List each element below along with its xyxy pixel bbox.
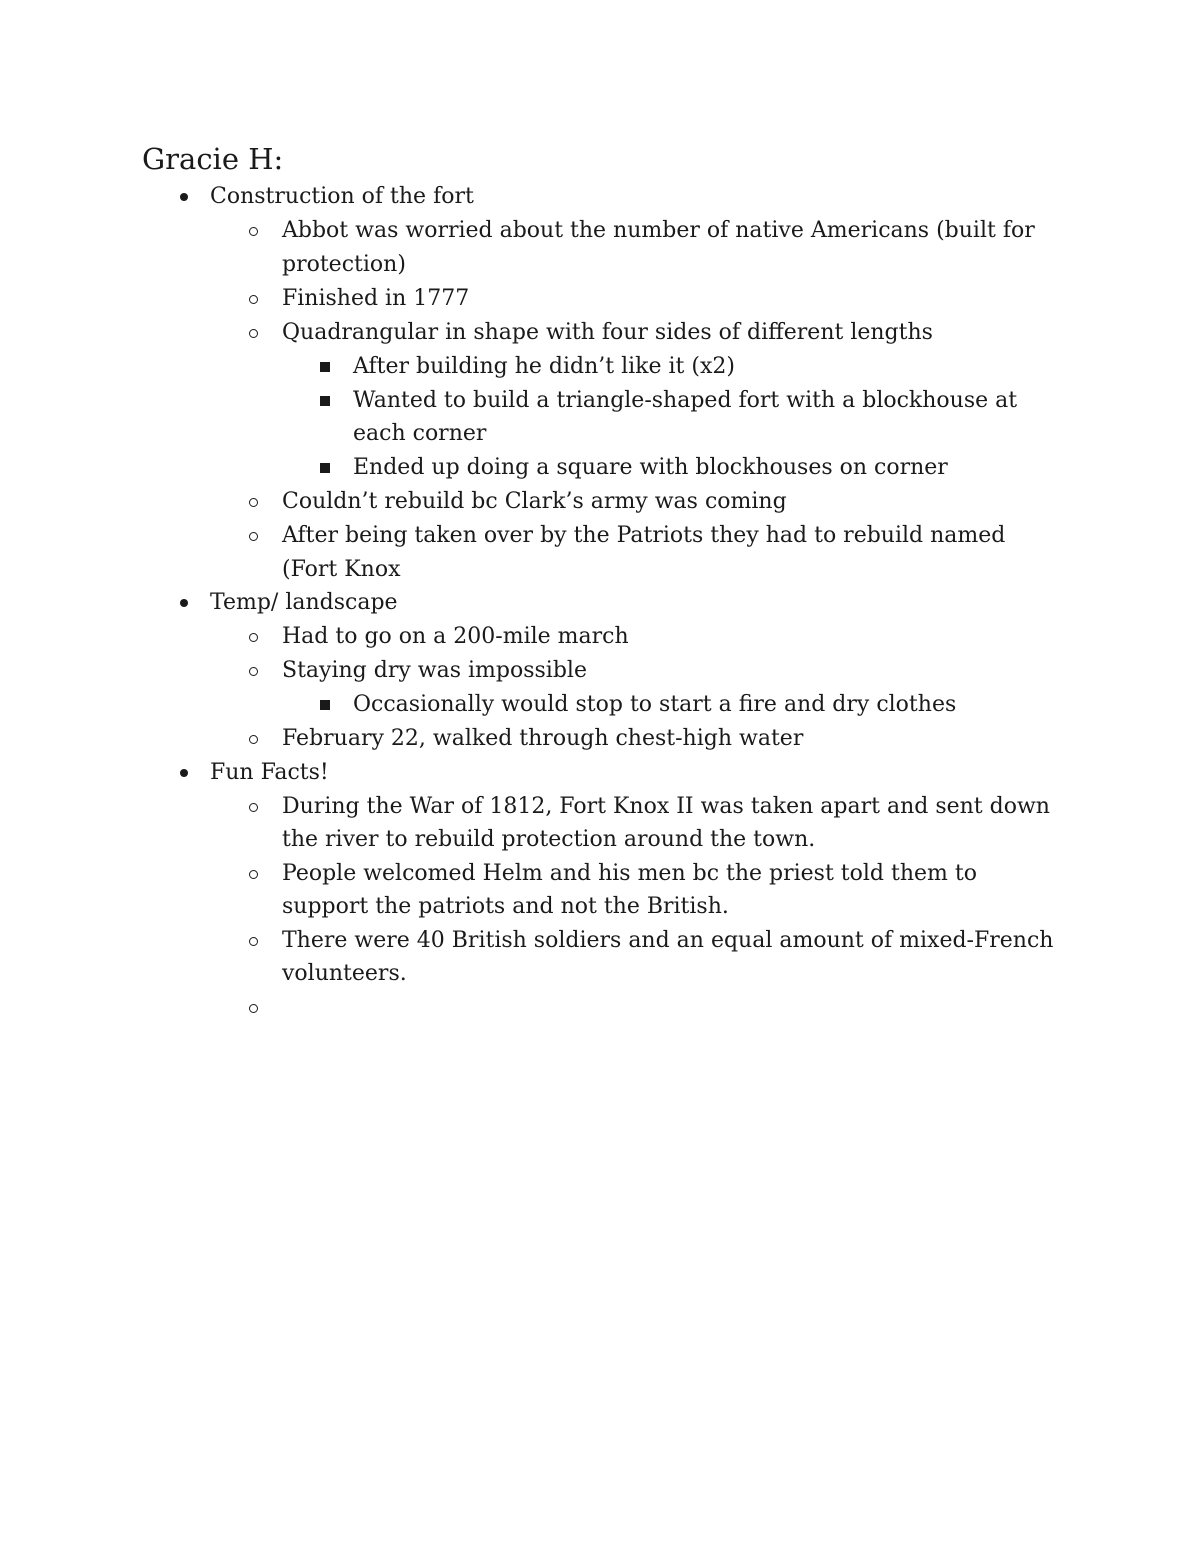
- sub-sub-bullet-text: each corner: [353, 421, 487, 446]
- square-bullet-icon: [315, 451, 337, 485]
- sub-bullet-text: During the War of 1812, Fort Knox II was taken apart and sent down: [282, 794, 1050, 819]
- sub-bullet-text: People welcomed Helm and his men bc the priest told them to: [282, 861, 977, 886]
- sub-sub-bullet-text: After building he didn’t like it (x2): [353, 354, 735, 379]
- sub-bullet-text: the river to rebuild protection around the town.: [282, 827, 816, 852]
- circle-bullet-icon: [244, 316, 266, 350]
- sub-bullet-text: volunteers.: [282, 961, 407, 986]
- circle-bullet-icon: [244, 991, 266, 1025]
- sub-bullet-text: (Fort Knox: [282, 557, 401, 582]
- circle-bullet-icon: [244, 722, 266, 756]
- circle-bullet-icon: [244, 790, 266, 824]
- sub-bullet-text: protection): [282, 252, 406, 277]
- circle-bullet-icon: [244, 485, 266, 519]
- circle-bullet-icon: [244, 924, 266, 958]
- bullet-text: Construction of the fort: [210, 184, 474, 209]
- circle-bullet-icon: [244, 654, 266, 688]
- disc-bullet-icon: [174, 586, 196, 620]
- sub-sub-bullet-text: Occasionally would stop to start a fire and dry clothes: [353, 692, 957, 717]
- sub-sub-bullet-text: Wanted to build a triangle-shaped fort with a blockhouse at: [353, 388, 1018, 413]
- circle-bullet-icon: [244, 519, 266, 553]
- sub-bullet-text: Finished in 1777: [282, 286, 470, 311]
- bullet-text: Fun Facts!: [210, 760, 329, 785]
- sub-bullet-text: Abbot was worried about the number of native Americans (built for: [282, 218, 1035, 243]
- circle-bullet-icon: [244, 282, 266, 316]
- sub-bullet-text: Couldn’t rebuild bc Clark’s army was coming: [282, 489, 787, 514]
- sub-bullet-text: Quadrangular in shape with four sides of different lengths: [282, 320, 933, 345]
- square-bullet-icon: [315, 688, 337, 722]
- square-bullet-icon: [315, 350, 337, 384]
- sub-bullet-text: After being taken over by the Patriots they had to rebuild named: [282, 523, 1006, 548]
- circle-bullet-icon: [244, 620, 266, 654]
- circle-bullet-icon: [244, 214, 266, 248]
- sub-bullet-text: February 22, walked through chest-high water: [282, 726, 804, 751]
- bullet-text: Temp/ landscape: [210, 590, 398, 615]
- circle-bullet-icon: [244, 857, 266, 891]
- sub-bullet-text: support the patriots and not the British.: [282, 894, 729, 919]
- disc-bullet-icon: [174, 756, 196, 790]
- sub-bullet-text: Had to go on a 200-mile march: [282, 624, 629, 649]
- disc-bullet-icon: [174, 180, 196, 214]
- page-title: Gracie H:: [142, 142, 284, 176]
- square-bullet-icon: [315, 384, 337, 418]
- sub-sub-bullet-text: Ended up doing a square with blockhouses on corner: [353, 455, 948, 480]
- sub-bullet-text: There were 40 British soldiers and an equal amount of mixed-French: [282, 928, 1054, 953]
- sub-bullet-text: Staying dry was impossible: [282, 658, 587, 683]
